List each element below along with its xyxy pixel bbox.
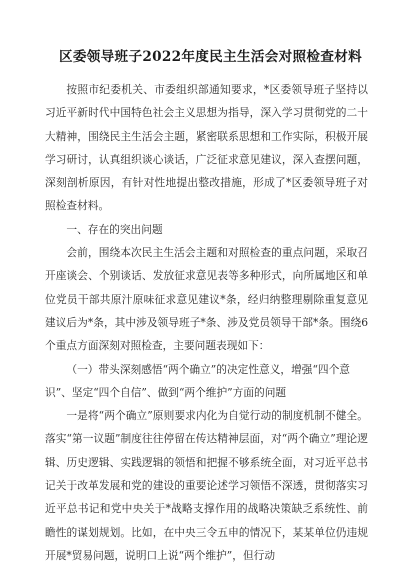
section-paragraph: 会前，围绕本次民主生活会主题和对照检查的重点问题，采取召开座谈会、个别谈话、发放征求意见表等多种形式，向所属地区和单位党员干部共原汁原味征求意见建议*条，经归纳整理剔除重复意见建议后为*条，其中涉及领导班子*条、涉及党员领导干部*条。围绕6个重点方面深刻对照检查，主要问题表现如下：	[45, 246, 368, 353]
intro-paragraph: 按照市纪委机关、市委组织部通知要求，*区委领导班子坚持以习近平新时代中国特色社会主义思想为指导，深入学习贯彻党的二十大精神，围绕民主生活会主题，紧密联系思想和工作实际，积极开展学习研讨，认真组织谈心谈话，广泛征求意见建议，深入查摆问题，深刻剖析原因，有针对性地提出整改措施，形成了*区委领导班子对照检查材料。	[45, 83, 368, 213]
subsection-paragraph: 一是将“两个确立”原则要求内化为自觉行动的制度机制不健全。落实“第一议题”制度往往停留在传达精神层面，对“两个确立”理论逻辑、历史逻辑、实践逻辑的领悟和把握不够系统全面，对习近平总书记关于改革发展和党的建设的重要论述学习领悟不深透，贯彻落实习近平总书记和党中央关于*战略支撑作用的战略决策缺乏系统性、前瞻性的谋划规划。比如，在中央三令五申的情况下，某某单位仍违规开展*贸易问题，说明口上说“两个维护”，但行动	[45, 409, 368, 562]
section-heading-problems: 一、存在的突出问题	[66, 222, 163, 236]
document-title: 区委领导班子2022年度民主生活会对照检查材料	[58, 49, 362, 65]
subsection-heading: （一）带头深刻感悟“两个确立”的决定性意义，增强“四个意识”、坚定“四个自信”、做到“两个维护”方面的问题	[45, 362, 350, 399]
